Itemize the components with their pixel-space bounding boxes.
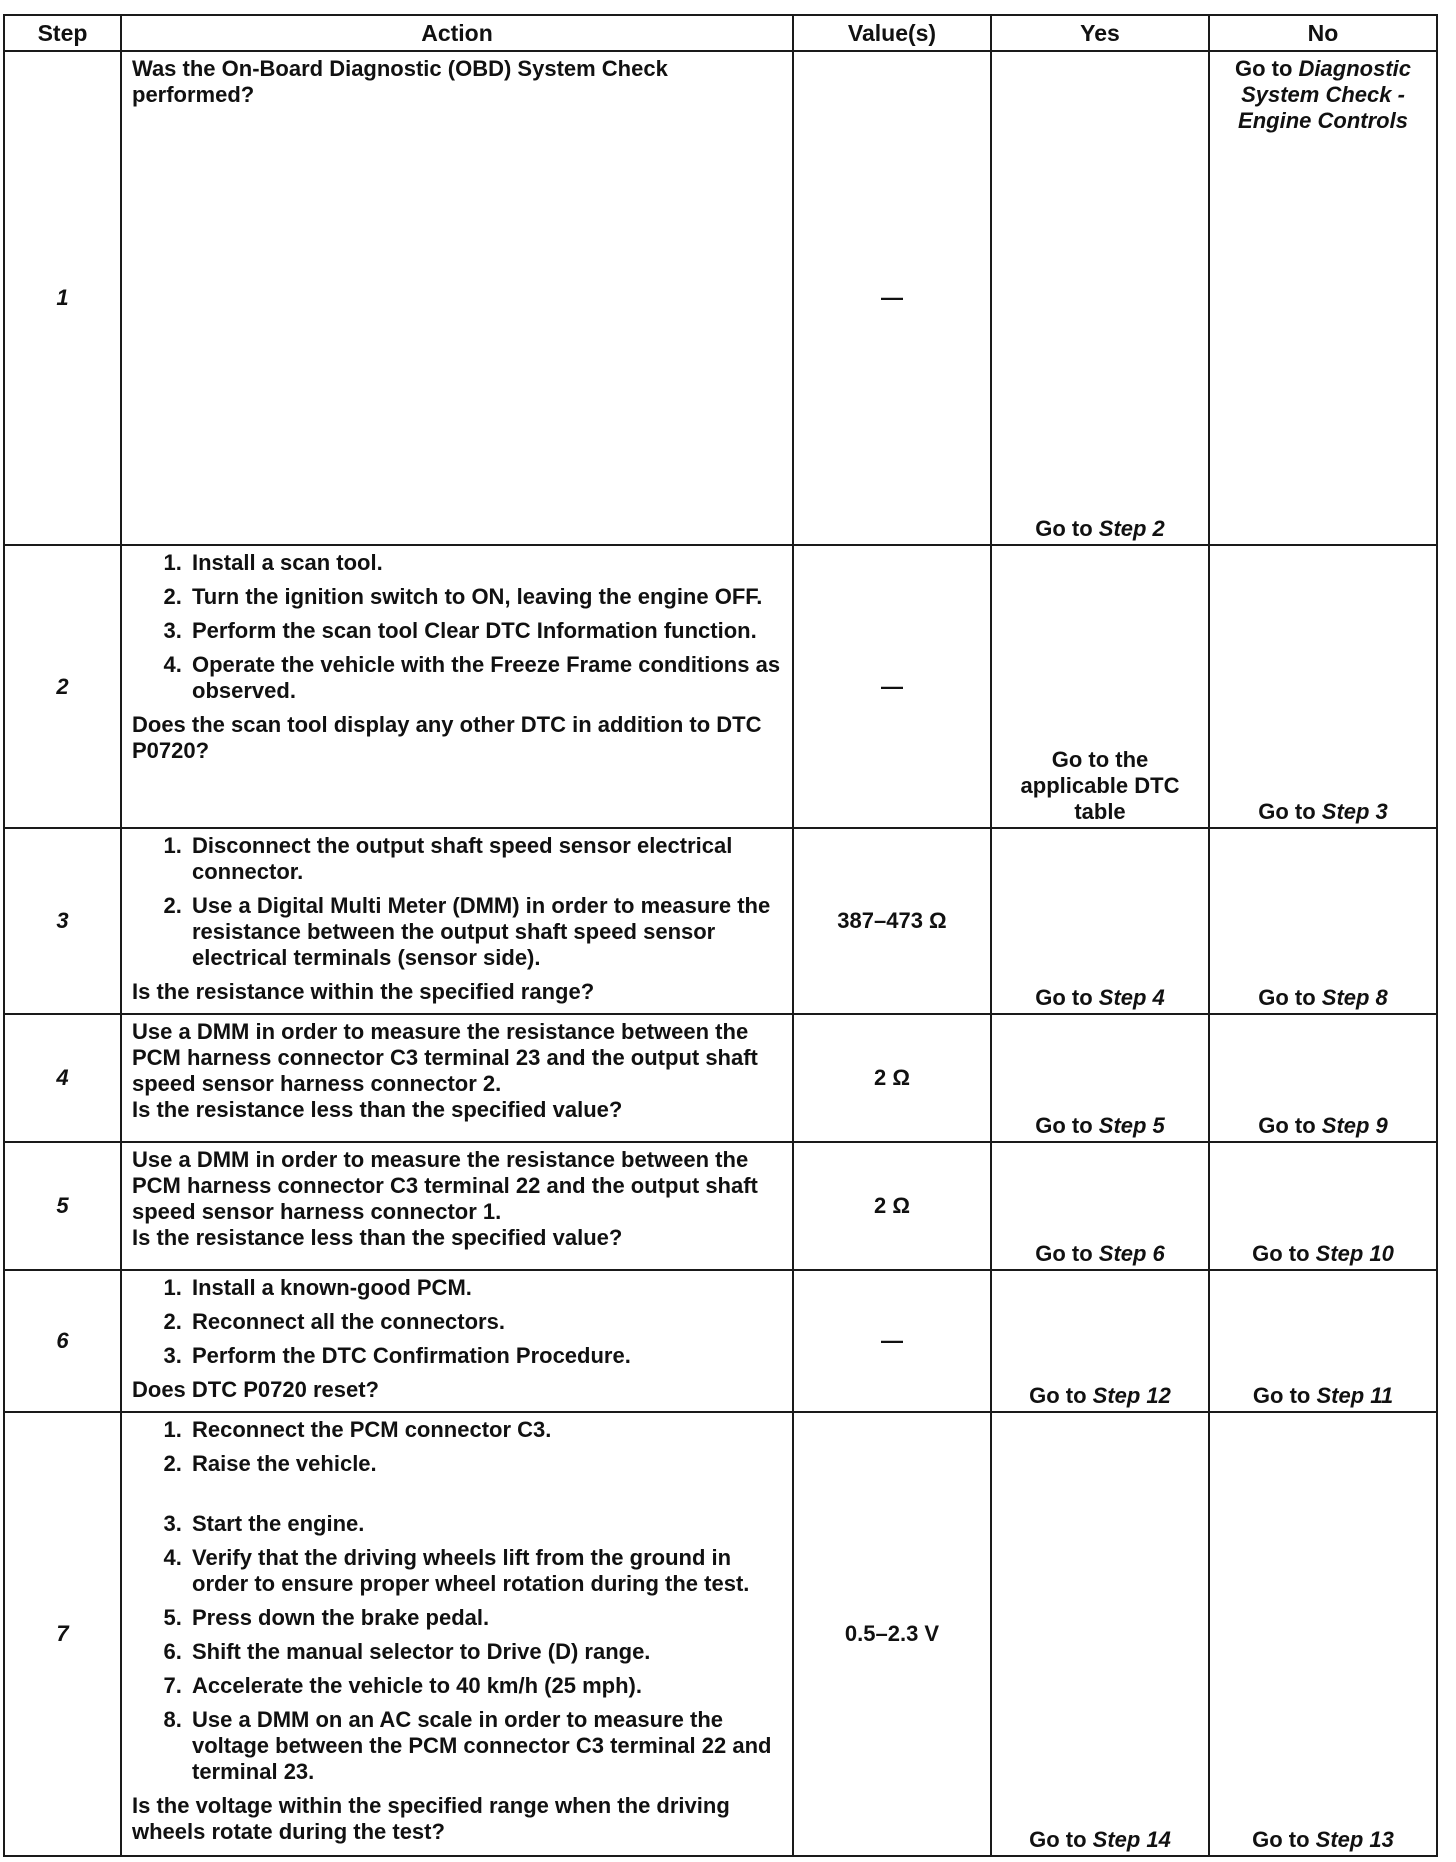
action-item: 5. Press down the brake pedal. xyxy=(188,1605,782,1631)
go-to-label: Go to xyxy=(1035,1241,1093,1266)
no-target: Diagnostic System Check - Engine Controls xyxy=(1238,56,1412,133)
action-text: Use a DMM in order to measure the resistance between the PCM harness connector C3 terminal 22 and the output shaft speed sensor harness connector 1. xyxy=(132,1147,758,1224)
step-number: 5 xyxy=(4,1142,121,1270)
no-cell xyxy=(1209,1014,1437,1142)
action-item: 3. Perform the DTC Confirmation Procedure. xyxy=(188,1343,782,1369)
yes-cell xyxy=(991,1412,1209,1856)
action-list xyxy=(132,1417,782,1785)
go-to-label: Go to xyxy=(1035,985,1093,1010)
no-cell xyxy=(1209,828,1437,1014)
no-target: Step 10 xyxy=(1315,1241,1394,1266)
yes-cell xyxy=(991,1014,1209,1142)
yes-target: Step 2 xyxy=(1098,516,1165,541)
yes-cell xyxy=(991,828,1209,1014)
action-item: 3. Perform the scan tool Clear DTC Information function. xyxy=(188,618,782,644)
action-item: 6. Shift the manual selector to Drive (D) range. xyxy=(188,1639,782,1665)
step-number: 4 xyxy=(4,1014,121,1142)
yes-cell xyxy=(991,51,1209,545)
action-item: 2. Raise the vehicle. xyxy=(188,1451,782,1477)
table-row xyxy=(4,51,1437,545)
no-target: Step 13 xyxy=(1315,1827,1394,1852)
action-question: Is the resistance within the specified range? xyxy=(132,979,595,1004)
value-cell: — xyxy=(793,545,991,828)
value-cell: 0.5–2.3 V xyxy=(793,1412,991,1856)
step-number: 2 xyxy=(4,545,121,828)
go-to-label: Go to xyxy=(1252,1383,1311,1408)
no-target: Step 8 xyxy=(1321,985,1388,1010)
action-item: 2. Reconnect all the connectors. xyxy=(188,1309,782,1335)
step-number: 3 xyxy=(4,828,121,1014)
no-cell xyxy=(1209,1270,1437,1412)
action-item: 7. Accelerate the vehicle to 40 km/h (25 mph). xyxy=(188,1673,782,1699)
value-cell: — xyxy=(793,1270,991,1412)
yes-cell: Go to the applicable DTC table xyxy=(991,545,1209,828)
go-to-label: Go to xyxy=(1029,1383,1087,1408)
action-cell xyxy=(121,1142,793,1270)
yes-target: Step 6 xyxy=(1098,1241,1165,1266)
action-question: Is the voltage within the specified range when the driving wheels rotate during the test? xyxy=(132,1793,730,1844)
action-question: Is the resistance less than the specified value? xyxy=(132,1097,623,1122)
action-cell xyxy=(121,545,793,828)
header-step: Step xyxy=(4,15,121,51)
step-number: 1 xyxy=(4,51,121,545)
no-target: Step 9 xyxy=(1321,1113,1388,1138)
action-list xyxy=(132,550,782,704)
action-question: Does DTC P0720 reset? xyxy=(132,1377,379,1402)
yes-cell xyxy=(991,1142,1209,1270)
value-cell: 2 Ω xyxy=(793,1014,991,1142)
value-cell: 2 Ω xyxy=(793,1142,991,1270)
value-cell: — xyxy=(793,51,991,545)
action-list xyxy=(132,833,782,971)
action-item: 3. Start the engine. xyxy=(188,1511,782,1537)
no-cell xyxy=(1209,1142,1437,1270)
go-to-label: Go to xyxy=(1258,1113,1316,1138)
go-to-label: Go to xyxy=(1234,56,1293,81)
table-row xyxy=(4,828,1437,1014)
action-cell xyxy=(121,1014,793,1142)
table-row xyxy=(4,1142,1437,1270)
action-question: Is the resistance less than the specified value? xyxy=(132,1225,623,1250)
no-target: Step 3 xyxy=(1321,799,1388,824)
action-question: Does the scan tool display any other DTC in addition to DTC P0720? xyxy=(132,712,762,763)
step-number: 6 xyxy=(4,1270,121,1412)
header-values: Value(s) xyxy=(793,15,991,51)
go-to-label: Go to xyxy=(1035,516,1093,541)
action-question: Was the On-Board Diagnostic (OBD) System Check performed? xyxy=(132,56,668,107)
no-target: Step 11 xyxy=(1316,1383,1394,1408)
yes-target: Step 5 xyxy=(1098,1113,1165,1138)
go-to-label: Go to xyxy=(1252,1827,1310,1852)
header-action: Action xyxy=(121,15,793,51)
no-cell xyxy=(1209,51,1437,545)
yes-target: Step 12 xyxy=(1092,1383,1171,1408)
action-item: 4. Verify that the driving wheels lift from the ground in order to ensure proper wheel rotation during the test. xyxy=(188,1545,782,1597)
table-row xyxy=(4,1014,1437,1142)
go-to-label: Go to xyxy=(1252,1241,1310,1266)
action-item: 2. Turn the ignition switch to ON, leaving the engine OFF. xyxy=(188,584,782,610)
action-item: 1. Reconnect the PCM connector C3. xyxy=(188,1417,782,1443)
no-cell xyxy=(1209,545,1437,828)
yes-cell xyxy=(991,1270,1209,1412)
action-item: 8. Use a DMM on an AC scale in order to measure the voltage between the PCM connector C3 terminal 22 and terminal 23. xyxy=(188,1707,782,1785)
action-item: 1. Disconnect the output shaft speed sensor electrical connector. xyxy=(188,833,782,885)
header-yes: Yes xyxy=(991,15,1209,51)
action-item: 2. Use a Digital Multi Meter (DMM) in order to measure the resistance between the output shaft speed sensor electrical terminals (sensor side). xyxy=(188,893,782,971)
header-no: No xyxy=(1209,15,1437,51)
value-cell: 387–473 Ω xyxy=(793,828,991,1014)
table-row xyxy=(4,1270,1437,1412)
action-cell xyxy=(121,51,793,545)
table-row xyxy=(4,1412,1437,1856)
go-to-label: Go to xyxy=(1258,799,1316,824)
table-row xyxy=(4,545,1437,828)
step-number: 7 xyxy=(4,1412,121,1856)
action-list xyxy=(132,1275,782,1369)
yes-target: Step 4 xyxy=(1098,985,1165,1010)
go-to-label: Go to xyxy=(1029,1827,1087,1852)
action-item: 1. Install a scan tool. xyxy=(188,550,782,576)
go-to-label: Go to xyxy=(1258,985,1316,1010)
header-row xyxy=(4,15,1437,51)
diagnostic-table xyxy=(3,14,1438,1857)
go-to-label: Go to xyxy=(1035,1113,1093,1138)
action-cell xyxy=(121,1412,793,1856)
yes-target: Step 14 xyxy=(1092,1827,1171,1852)
action-text: Use a DMM in order to measure the resistance between the PCM harness connector C3 terminal 23 and the output shaft speed sensor harness connector 2. xyxy=(132,1019,758,1096)
action-cell xyxy=(121,1270,793,1412)
action-cell xyxy=(121,828,793,1014)
action-item: 1. Install a known-good PCM. xyxy=(188,1275,782,1301)
action-item: 4. Operate the vehicle with the Freeze Frame conditions as observed. xyxy=(188,652,782,704)
no-cell xyxy=(1209,1412,1437,1856)
